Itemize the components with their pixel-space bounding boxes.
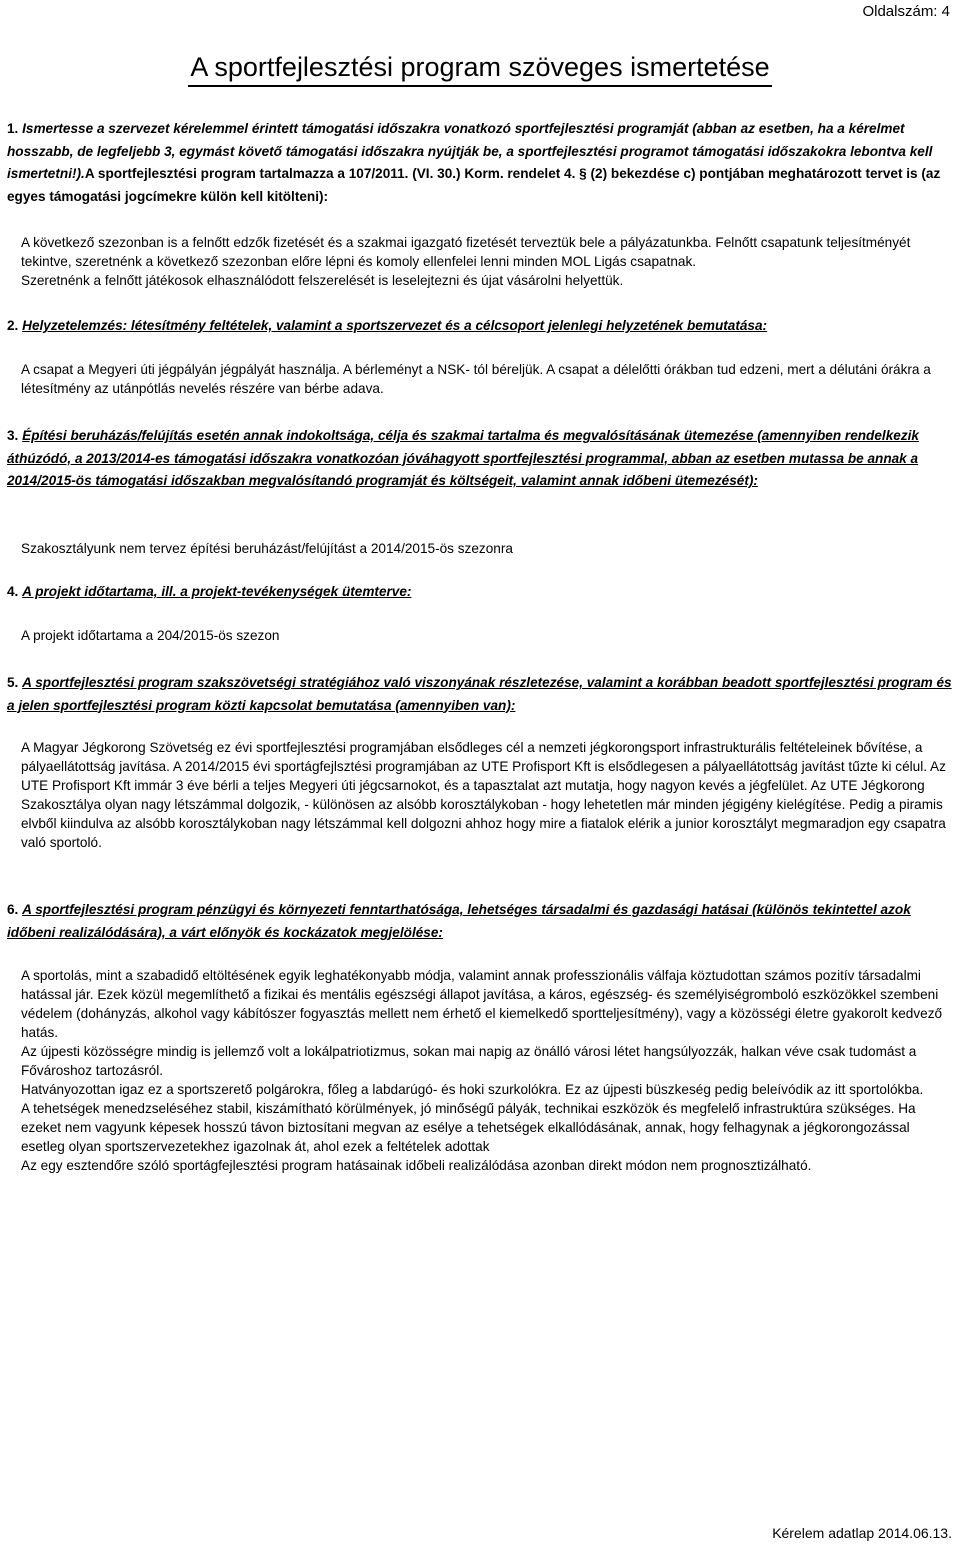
section-4-paragraph: A projekt időtartama a 204/2015-ös szezon xyxy=(21,628,280,643)
section-6-paragraph: Az újpesti közösségre mindig is jellemző volt a lokálpatriotizmus, sokan mai napig az önálló városi létet hangsúlyozzák, halkan véve csak tudomást a Fővároshoz tartozásról. xyxy=(21,1044,917,1078)
section-2-heading xyxy=(7,315,957,338)
section-1-heading xyxy=(7,118,957,208)
section-3-heading xyxy=(7,425,957,493)
section-4-heading xyxy=(7,581,957,604)
section-1-paragraph: A következő szezonban is a felnőtt edzők fizetését és a szakmai igazgató fizetését terveztük bele a pályázatunkba. Felnőtt csapatunk teljesítményét tekintve, szeretnénk a következő szezonban előre lépni és komoly ellenfelei lenni minden MOL Ligás csapatnak. xyxy=(21,235,911,269)
document-title xyxy=(0,52,960,83)
section-2-body xyxy=(21,360,951,398)
section-4-number: 4. xyxy=(7,584,19,599)
section-1-number: 1. xyxy=(7,121,19,136)
section-3-paragraph: Szakosztályunk nem tervez építési beruházást/felújítást a 2014/2015-ös szezonra xyxy=(21,541,513,556)
section-5-number: 5. xyxy=(7,675,19,690)
section-5-heading-text: A sportfejlesztési program szakszövetségi stratégiához való viszonyának részletezése, valamint a korábban beadott sportfejlesztési program és a jelen sportfejlesztési program közti kapcsolat bemutatása (amennyiben van): xyxy=(7,675,952,713)
section-4-heading-text: A projekt időtartama, ill. a projekt-tevékenységek ütemterve: xyxy=(22,584,412,599)
section-5-paragraph: A Magyar Jégkorong Szövetség ez évi sportfejlesztési programjában elsődleges cél a nemzeti jégkorongsport infrastrukturális feltételeinek bővítése, a pályaellátottság javítása. A 2014/2015 évi sportágfejlsztési programjában az UTE Profisport Kft is elsődlegesen a pályaellátottság javítást tűzte ki célul. Az UTE Profisport Kft immár 3 éve bérli a teljes Megyeri úti jégcsarnokot, és a tapasztalat azt mutatja, hogy nagyon kevés a jégfelület. Az UTE Jégkorong Szakosztálya olyan nagy létszámmal dolgozik, - különösen az alsóbb korosztálykoban - hogy lehetetlen már minden jégigény kielégítése. Pedig a piramis elvből kiindulva az alsóbb korosztálykoban nagy létszámmal kell dolgozni ahhoz hogy mire a fiatalok elérik a junior korosztályt megmaradjon egy csapatra való sportoló. xyxy=(21,740,946,850)
section-2-paragraph: A csapat a Megyeri úti jégpályán jégpályát használja. A bérleményt a NSK- tól béreljük. A csapat a délelőtti órákban tud edzeni, mert a délutáni órákra a létesítmény az utánpótlás nevelés részére van bérbe adava. xyxy=(21,362,931,396)
footer-date: Kérelem adatlap 2014.06.13. xyxy=(772,1525,952,1541)
section-6-paragraph: Hatványozottan igaz ez a sportszerető polgárokra, főleg a labdarúgó- és hoki szurkolókra. Ez az újpesti büszkeség pedig beleívódik az itt sportolókba. xyxy=(21,1082,924,1097)
section-6-paragraph: A tehetségek menedzseléséhez stabil, kiszámítható körülmények, jó minőségű pályák, technikai eszközök és megfelelő infrastruktúra szükséges. Ha ezeket nem vagyunk képesek hosszú távon biztosítani megvan az esélye a tehetségek elkallódásának, annak, hogy felhagynak a jégkorongozással esetleg olyan sportszervezetekhez igazolnak át, ahol ezek a feltételek adottak xyxy=(21,1101,916,1154)
section-6-paragraph: Az egy esztendőre szóló sportágfejlesztési program hatásainak időbeli realizálódása azonban direkt módon nem prognosztizálható. xyxy=(21,1158,812,1173)
section-6-body xyxy=(21,966,951,1175)
section-6-heading xyxy=(7,899,957,944)
section-4-body xyxy=(21,626,951,645)
section-2-heading-text: Helyzetelemzés: létesítmény feltételek, valamint a sportszervezet és a célcsoport jelenlegi helyzetének bemutatása: xyxy=(22,318,768,333)
section-1-body xyxy=(21,233,951,290)
page-number: Oldalszám: 4 xyxy=(862,3,950,20)
section-5-heading xyxy=(7,672,957,717)
section-1-paragraph: Szeretnénk a felnőtt játékosok elhasználódott felszerelését is leselejtezni és újat vásárolni helyettük. xyxy=(21,273,624,288)
section-2-number: 2. xyxy=(7,318,19,333)
section-3-heading-text: Építési beruházás/felújítás esetén annak indokoltsága, célja és szakmai tartalma és megvalósításának ütemezése (amennyiben rendelkezik áthúzódó, a 2013/2014-es támogatási időszakra vonatkozóan jóváhagyott sportfejlesztési programmal, abban az esetben mutassa be annak a 2014/2015-ös támogatási időszakban megvalósítandó programját és költségeit, valamint annak időbeni ütemezését): xyxy=(7,428,919,488)
document-title-text: A sportfejlesztési program szöveges ismertetése xyxy=(188,52,771,87)
section-6-paragraph: A sportolás, mint a szabadidő eltöltésének egyik leghatékonyabb módja, valamint annak professzionális válfaja köztudottan számos pozitív társadalmi hatással jár. Ezek közül megemlíthető a fizikai és mentális egészségi állapot javítása, a káros, egészség- és személyiségromboló eszközökkel szembeni védelem (dohányzás, alkohol vagy kábítószer fogyasztás mellett nem érhető el kiemelkedő sportteljesítmény), vagy a közösségi életre gyakorolt kedvező hatás. xyxy=(21,968,943,1040)
section-6-number: 6. xyxy=(7,902,19,917)
section-5-body xyxy=(21,738,951,852)
section-1-heading-rest: A sportfejlesztési program tartalmazza a 107/2011. (VI. 30.) Korm. rendelet 4. § (2) bekezdése c) pontjában meghatározott tervet is (az egyes támogatási jogcímekre külön kell kitölteni): xyxy=(7,166,941,204)
section-6-heading-text: A sportfejlesztési program pénzügyi és környezeti fenntarthatósága, lehetséges társadalmi és gazdasági hatásai (különös tekintettel azok időbeni realizálódására), a várt előnyök és kockázatok megjelölése: xyxy=(7,902,911,940)
section-3-number: 3. xyxy=(7,428,19,443)
section-1-heading-italic: Ismertesse a szervezet kérelemmel érintett támogatási időszakra vonatkozó sportfejlesztési programját (abban az esetben, ha a kérelmet hosszabb, de legfeljebb 3, egymást követő támogatási időszakra nyújtják be, a sportfejlesztési programot támogatási időszakokra lebontva kell ismertetni!). xyxy=(7,121,933,181)
section-3-body xyxy=(21,539,951,558)
